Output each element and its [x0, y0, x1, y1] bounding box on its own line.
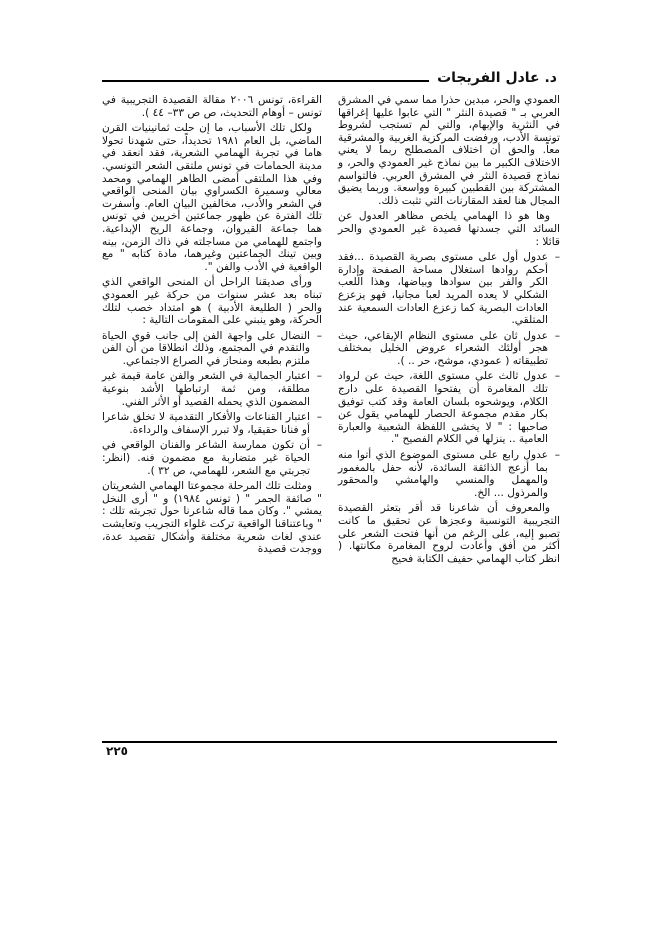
footer-rule [102, 741, 557, 743]
page-number: ٢٢٥ [106, 744, 128, 758]
running-header [102, 70, 557, 88]
list-item: – عدول أول على مستوى بصرية القصيدة ...فقد أحكم روادها استغلال مساحة الصفحة وإدارة الكر والفر بين سوادها وبياضها، وهذا اللعب الشكلي لا يعده المريد لعبا مجانيا، فهو يزعزع العادات البصرية كما زعزع العادات السمعية عند المتلقي. [338, 251, 548, 327]
list-item: – أن تكون ممارسة الشاعر والفنان الواقعي في الحياة غير متضاربة مع مضمون فنه. (انظر: تجربتي مع الشعر، للهمامي، ص ٣٢ ). [102, 439, 310, 477]
list-item: – عدول رابع على مستوى الموضوع الذي أتوا منه بما أزعج الذائقة السائدة، لأنه حفل بالمغمور والمهمل والمنسي والهامشي والمحقور والمرذول ... الخ. [338, 449, 548, 499]
paragraph: ومثلت تلك المرحلة مجموعتا الهمامي الشعريتان " صائفة الجمر " ( تونس ١٩٨٤) و " أرى النخل يمشي ". وكان مما قاله شاعرنا حول تجربته تلك : " وباعتناقنا الواقعية تركت غلواء التجريب وتعايشت عندي لغات شعرية مختلفة وأشكال تقصيد عدة، ووجدت قصيدة [102, 480, 322, 556]
header-rule [102, 80, 429, 82]
paragraph: ولكل تلك الأسباب، ما إن حلت ثمانينيات القرن الماضي، بل العام ١٩٨١ تحديداً، حتى شهدنا تحولا هاما في تجربة الهمامي الشعرية، فقد انعقد في مدينة الحمامات في تونس ملتقى الشعر التونسي. وفي هذا الملتقى أمضى الطاهر الهمامي ومحمد معالي وسميرة الكسراوي بيان المنحى الواقعي في الشعر والأدب، مخالفين البيان العام. وأسفرت تلك الفترة عن ظهور جماعتين أخريين في تونس هما جماعة القيروان، وجماعة الريح الإبداعية. واجتمع للهمامي من مساجلته في ذاك الزمن، بينه وبين تينك الجماعتين وغيرهما، مادة كتابه " مع الواقعية في الأدب والفن ". [102, 122, 322, 273]
list-item: – عدول ثان على مستوى النظام الإيقاعي، حيث هجر أولئك الشعراء عروض الخليل بمختلف تطبيقاته ( عمودي، موشح، حر .. ). [338, 330, 548, 368]
paragraph: وها هو ذا الهمامي يلخص مظاهر العدول عن السائد التي جسدتها قصيدة غير العمودي والحر قائلا : [338, 210, 560, 248]
list-item: – اعتبار القناعات والأفكار التقدمية لا تخلق شاعرا أو فنانا حقيقيا، ولا تبرر الإسفاف والرداءة. [102, 411, 310, 436]
paragraph: ورأى صديقنا الراحل أن المنحى الواقعي الذي تبناه بعد عشر سنوات من حركة غير العمودي والحر ( الطليعة الأدبية ) هو امتداد خصب لتلك الحركة، وهو ينبني على المقومات التالية : [102, 276, 322, 327]
paragraph: القراءة، تونس ٢٠٠٦ مقالة القصيدة التجريبية في تونس – أوهام التحديث، ص ص ٣٣– ٤٤ ). [102, 94, 322, 119]
bullet-list [102, 330, 322, 478]
list-item: – النضال على واجهة الفن إلى جانب قوى الحياة والتقدم في المجتمع، وذلك انطلاقا من أن الفن ملتزم بطبعه ومنحاز في الصراع الاجتماعي. [102, 330, 310, 368]
list-item: – اعتبار الجمالية في الشعر والفن عامة قيمة غير مطلقة، ومن ثمة ارتباطها الأشد بنوعية المضمون الذي يحمله القصيد أو الأثر الفني. [102, 370, 310, 408]
left-column [102, 94, 322, 559]
list-item: – عدول ثالث على مستوى اللغة، حيث عن لرواد تلك المغامرة أن يفتحوا القصيدة على دارج الكلام، ويوشحوه بلسان العامة وقد كتب توفيق بكار مقدم مجموعة الحصار للهمامي يقول عن صاحبها : " لا يخشى اللفظة الشعبية والعبارة العامية .. ينزلها في الكلام الفصيح ". [338, 370, 548, 446]
paragraph: العمودي والحر، مبدين حذرا مما سمي في المشرق العربي بـ " قصيدة النثر " التي عابوا عليها إغراقها في النثرية والإبهام، والتي لم تستجب لشروط تونسة الأدب، ورفضت المركزية الغربية والمشرقية معاً. والحق أن اختلاف المصطلح ربما لا يعني الاختلاف الكبير ما بين نماذج غير العمودي والحر، و نماذج قصيدة النثر في المشرق العربي. فالتواسم المشتركة بين القطبين كبيرة وواسعة. وربما يضيق المجال هنا لعقد المقارنات التي تثبت ذلك. [338, 94, 560, 207]
page-footer [102, 741, 557, 758]
paragraph: والمعروف أن شاعرنا قد أقر بتعثر القصيدة التجريبية التونسية وعجزها عن تحقيق ما كانت تصبو إليه، على الرغم من أنها فتحت الشعر على أكثر من أفق وأعادت لروح المغامرة مكانتها. ( انظر كتاب الهمامي حفيف الكتابة فحيح [338, 502, 560, 565]
right-column [338, 94, 560, 568]
author-name: د. عادل الفريجات [437, 70, 557, 86]
bullet-list [338, 251, 560, 499]
